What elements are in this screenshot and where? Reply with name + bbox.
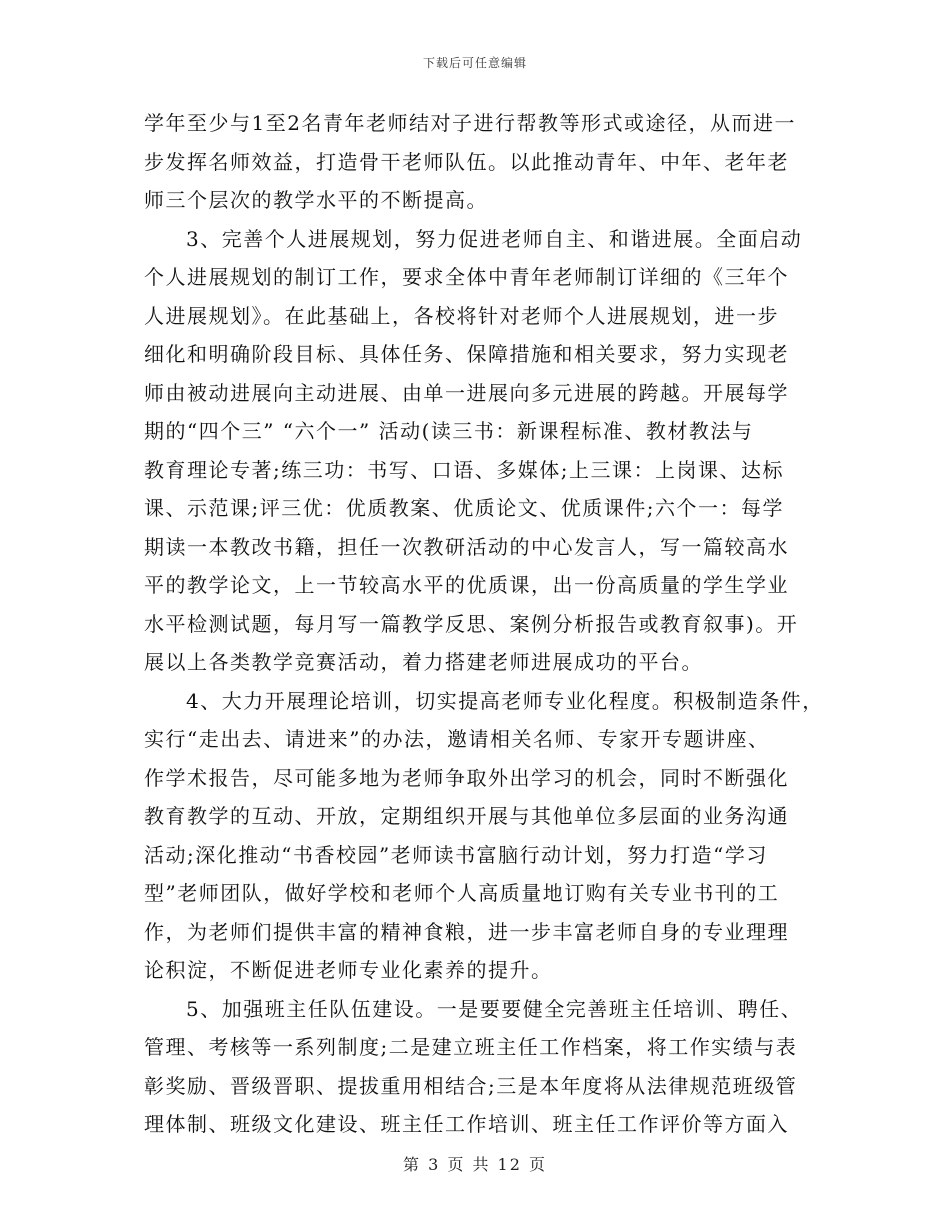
text-line: 作，为老师们提供丰富的精神食粮，进一步丰富老师自身的专业理理 (144, 919, 789, 944)
text-line: 细化和明确阶段目标、具体任务、保障措施和相关要求，努力实现老 (144, 342, 789, 366)
text-line: 型”老师团队，做好学校和老师个人高质量地订购有关专业书刊的工 (144, 881, 780, 905)
text-line: 彰奖励、晋级晋职、提拔重用相结合;三是本年度将从法律规范班级管 (144, 1073, 798, 1098)
text-line: 教育教学的互动、开放，定期组织开展与其他单位多层面的业务沟通 (144, 804, 789, 828)
text-line: 理体制、班级文化建设、班主任工作培训、班主任工作评价等方面入 (144, 1112, 789, 1136)
text-line: 展以上各类教学竞赛活动，着力搭建老师进展成功的平台。 (144, 650, 703, 674)
text-line: 人进展规划》。在此基础上，各校将针对老师个人进展规划，进一步 (144, 303, 779, 328)
text-line: 师三个层次的教学水平的不断提高。 (144, 188, 488, 212)
text-line: 师由被动进展向主动进展、由单一进展向多元进展的跨越。开展每学 (144, 380, 789, 405)
text-line: 实行“走出去、请进来”的办法，邀请相关名师、专家开专题讲座、 (144, 727, 770, 751)
text-line: 学年至少与1至2名青年老师结对子进行帮教等形式或途径，从而进一 (144, 111, 796, 135)
document-body (144, 104, 824, 1144)
page-header-note: 下载后可任意编辑 (422, 56, 527, 70)
paragraph-5-heading-line: 5、加强班主任队伍建设。一是要要健全完善班主任培训、聘任、 (186, 996, 803, 1021)
text-line: 作学术报告，尽可能多地为老师争取外出学习的机会，同时不断强化 (144, 765, 789, 790)
text-line: 个人进展规划的制订工作，要求全体中青年老师制订详细的《三年个 (144, 265, 789, 289)
text-line: 步发挥名师效益，打造骨干老师队伍。以此推动青年、中年、老年老 (144, 149, 789, 174)
paragraph-4-heading-line: 4、大力开展理论培训，切实提高老师专业化程度。积极制造条件， (186, 688, 824, 713)
text-line: 平的教学论文，上一节较高水平的优质课，出一份高质量的学生学业 (144, 573, 789, 597)
text-line: 管理、考核等一系列制度;二是建立班主任工作档案，将工作实绩与表 (144, 1035, 798, 1059)
paragraph-3-heading-line: 3、完善个人进展规划，努力促进老师自主、和谐进展。全面启动 (186, 226, 803, 251)
text-line: 期的“四个三” “六个一” 活动(读三书：新课程标准、教材教法与 (144, 419, 754, 443)
text-line: 活动;深化推动“书香校园”老师读书富脑行动计划，努力打造“学习 (144, 842, 768, 867)
text-line: 论积淀，不断促进老师专业化素养的提升。 (144, 958, 553, 982)
text-line: 水平检测试题，每月写一篇教学反思、案例分析报告或教育叙事)。开 (144, 611, 799, 636)
text-line: 教育理论专著;练三功：书写、口语、多媒体;上三课：上岗课、达标 (144, 457, 784, 482)
text-line: 期读一本教改书籍，担任一次教研活动的中心发言人，写一篇较高水 (144, 534, 789, 559)
text-line: 课、示范课;评三优：优质教案、优质论文、优质课件;六个一：每学 (144, 496, 784, 520)
page-number-footer: 第 3 页 共 12 页 (403, 1155, 547, 1174)
